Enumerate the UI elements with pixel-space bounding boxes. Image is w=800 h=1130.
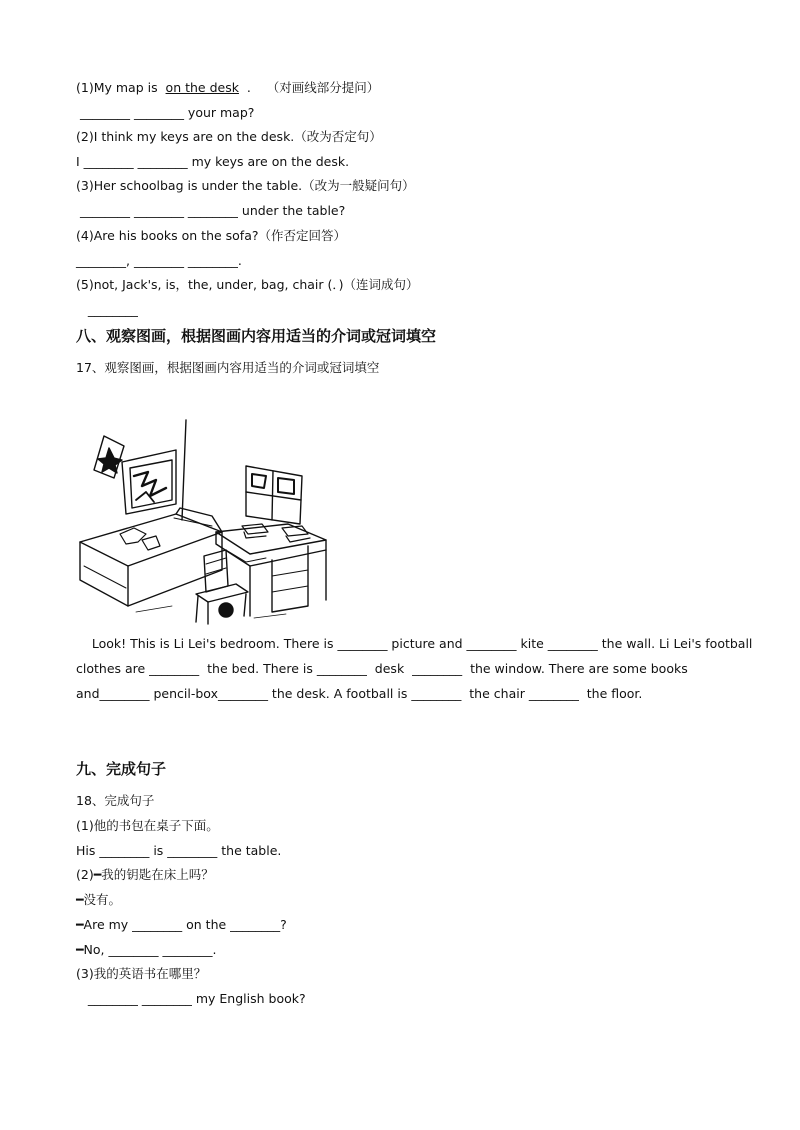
q16-item-1-underlined: on the desk [165, 80, 239, 95]
bed [80, 508, 222, 606]
q16-item-1-post: . （对画线部分提问） [238, 80, 380, 95]
section9-item-2-reply: ━没有。 [76, 892, 122, 907]
section8-passage-line-1: Look! This is Li Lei's bedroom. There is ________ picture and ________ kite ________ the wall. Li Lei's football [76, 636, 753, 651]
section8-passage-line-2: clothes are ________ the bed. There is ________ desk ________ the window. There are some books [76, 661, 688, 676]
q16-item-2: (2)I think my keys are on the desk.（改为否定句） [76, 129, 382, 144]
section9-item-3: (3)我的英语书在哪里？ [76, 966, 207, 981]
section9-item-1: (1)他的书包在桌子下面。 [76, 818, 219, 833]
section9-heading: 九、完成句子 [76, 760, 167, 778]
section9-item-2: (2)━我的钥匙在床上吗？ [76, 867, 214, 882]
section9-item-1-answer: His ________ is ________ the table. [76, 843, 282, 858]
bedroom-illustration [76, 416, 330, 626]
q16-item-3: (3)Her schoolbag is under the table.（改为一般疑问句） [76, 178, 415, 193]
q16-item-1-answer: ________ ________ your map? [76, 105, 255, 120]
kite-picture [94, 436, 124, 478]
section9-item-3-answer: ________ ________ my English book? [76, 991, 306, 1006]
window [246, 466, 302, 524]
section8-heading: 八、观察图画，根据图画内容用适当的介词或冠词填空 [76, 327, 437, 345]
q16-item-1 [76, 80, 379, 96]
desk [216, 524, 326, 616]
section9-item-2-answer-a: ━No, ________ ________. [76, 942, 217, 957]
wall-picture [122, 450, 176, 514]
q16-item-4-answer: ________, ________ ________. [76, 253, 242, 268]
q16-item-4: (4)Are his books on the sofa?（作否定回答） [76, 228, 347, 243]
section8-question: 17、观察图画，根据图画内容用适当的介词或冠词填空 [76, 360, 380, 375]
football [219, 603, 233, 617]
section9-question: 18、完成句子 [76, 793, 155, 808]
q16-item-2-answer: I ________ ________ my keys are on the desk. [76, 154, 350, 169]
q16-item-1-pre: (1)My map is [76, 80, 166, 95]
section8-passage-line-3: and________ pencil-box________ the desk. A football is ________ the chair ________ the floor. [76, 686, 643, 701]
q16-item-5: (5)not, Jack's, is，the, under, bag, chair (．)（连词成句） [76, 277, 419, 292]
q16-item-3-answer: ________ ________ ________ under the table? [76, 203, 346, 218]
q16-item-5-answer: ________ [76, 302, 138, 317]
section9-item-2-answer-q: ━Are my ________ on the ________? [76, 917, 287, 932]
